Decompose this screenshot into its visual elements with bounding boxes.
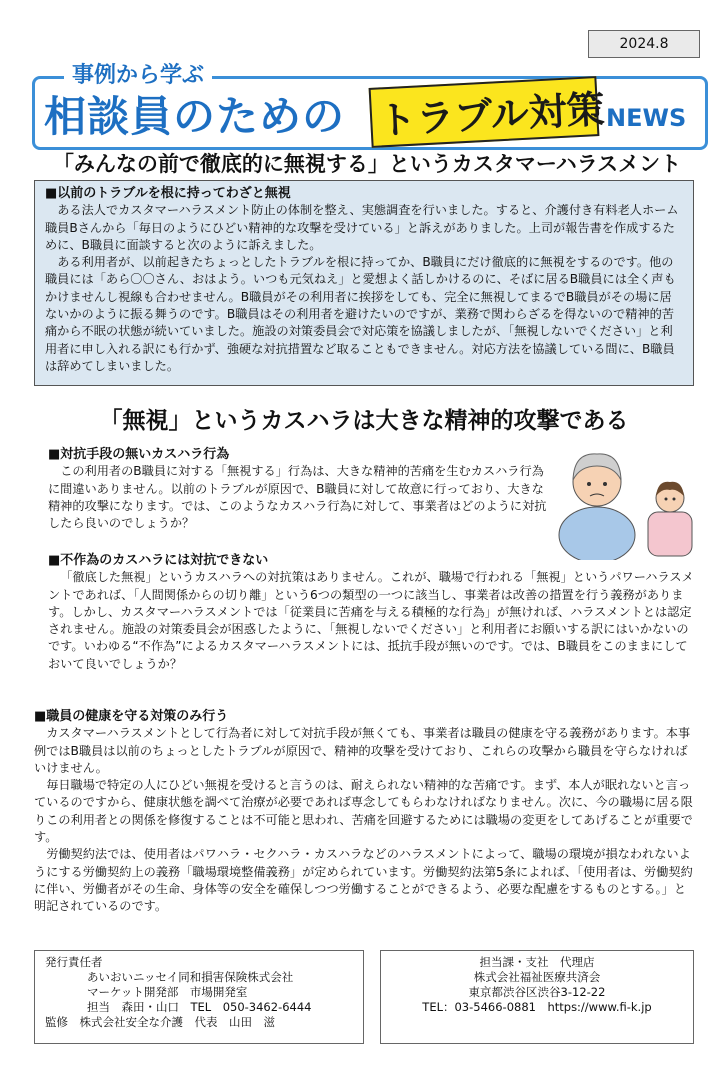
agency-contact: TEL：03-5466-0881 https://www.fi-k.jp xyxy=(422,1000,652,1014)
elderly-woman-icon xyxy=(559,454,635,560)
masthead-kicker: 事例から学ぶ xyxy=(64,58,212,89)
section-heading: ■職員の健康を守る対策のみ行う xyxy=(34,709,229,724)
publisher-company: あいおいニッセイ同和損害保険株式会社 xyxy=(87,970,294,984)
section-title: 「無視」というカスハラは大きな精神的攻撃である xyxy=(99,408,629,434)
case-paragraph-2: ある利用者が、以前起きたちょっとしたトラブルを根に持ってか、B職員にだけ徹底的に無視をするのです。他の職員には「あら〇〇さん、おはよう。いつも元気ねえ」と愛想よく話しかけるのに、そばに居るB職員には全く声もかけませんし視線も合わせません。B職員がその利用者に挨拶をしても、完全に無視してまるでB職員がその場に居ないかのように振る舞うのです。B職員はその利用者を避けたいのですが、業務で関わらざるを得ないので精神的苦痛から不眠の状態が続いていました。施設の対策委員会で対応策を協議しましたが、「無視しないでください」と利用者に申し入れる訳にも行かず、強硬な対抗措置など取ることもできません。対応方法を協議している間に、B職員は辞めてしまいました。 xyxy=(45,255,676,373)
section-paragraph-3: 労働契約法では、使用者はパワハラ・セクハラ・カスハラなどのハラスメントによって、職場の環境が損なわれないようにする労働契約上の義務「職場環境整備義務」が定められています。労働契約法第5条によれば、「使用者は、労働契約に伴い、労働者がその生命、身体等の安全を確保しつつ労働することができるよう、必要な配慮をするものとする。」と明記されているのです。 xyxy=(34,847,693,914)
section-body: この利用者のB職員に対する「無視する」行為は、大きな精神的苦痛を生むカスハラ行為に間違いありません。以前のトラブルが原因で、B職員に対して故意に行っており、大きな精神的攻撃になります。では、このようなカスハラ行為に対して、事業者はどのように対抗したら良いのでしょうか？ xyxy=(48,464,547,531)
case-study-box xyxy=(34,180,694,386)
elderly-and-caregiver-illustration xyxy=(552,440,702,560)
supervisor-line: 監修 株式会社安全な介護 代表 山田 滋 xyxy=(45,1015,275,1029)
agency-address: 東京都渋谷区渋谷3-12-22 xyxy=(468,985,606,999)
section-body: 「徹底した無視」というカスハラへの対抗策はありません。これが、職場で行われる「無視」というパワーハラスメントであれば、「人間関係からの切り離」という6つの類型の一つに該当し、事業者は改善の措置を行う義務があります。しかし、カスタマーハラスメントでは「従業員に苦痛を与える積極的な行為」が無ければ、ハラスメントとは認定されません。施設の対策委員会が困惑したように、「無視しないでください」と利用者にお願いする訳にはいかないのです。いわゆる“不作為”によるカスタマーハラスメントには、抵抗手段が無いのです。では、B職員をこのままにしておいて良いでしょうか？ xyxy=(48,570,694,671)
page-headline: 「みんなの前で徹底的に無視する」というカスタマーハラスメント xyxy=(52,152,682,176)
section-heading: ■対抗手段の無いカスハラ行為 xyxy=(48,447,230,462)
section-no-countermeasure xyxy=(48,446,548,532)
publisher-department: マーケット開発部 市場開発室 xyxy=(87,985,248,999)
publisher-contact: 担当 森田・山口 TEL 050-3462-6444 xyxy=(87,1000,312,1014)
agency-info xyxy=(380,950,694,1044)
publisher-info xyxy=(34,950,364,1044)
section-omission-harassment xyxy=(48,552,698,673)
case-paragraph-1: ある法人でカスタマーハラスメント防止の体制を整え、実態調査を行いました。すると、介護付き有料老人ホーム職員Bさんから「毎日のようにひどい精神的な攻撃を受けている」と訴えがありました。上司が報告書を作成するために、B職員に面談すると次のように訴えました。 xyxy=(45,203,679,252)
masthead-highlight: トラブル対策 xyxy=(377,87,606,143)
section-paragraph-1: カスタマーハラスメントとして行為者に対して対抗手段が無くても、事業者は職員の健康を守る義務があります。本事例ではB職員は以前のちょっとしたトラブルが原因で、精神的攻撃を受けており、これらの攻撃から職員を守らなければいけません。 xyxy=(34,726,691,775)
masthead-title: 相談員のための xyxy=(44,92,346,141)
section-paragraph-2: 毎日職場で特定の人にひどい無視を受けると言うのは、耐えられない精神的な苦痛です。まず、本人が眠れないと言っているのですから、健康状態を調べて治療が必要であれば専念してもらわなければなりません。次に、今の職場に居る限りこの利用者との関係を修復することは不可能と思われ、苦痛を回避するためには職場の変更をしてあげることが重要です。 xyxy=(34,778,693,845)
agency-name: 株式会社福祉医療共済会 xyxy=(473,970,601,984)
news-label: NEWS xyxy=(606,104,687,132)
publisher-label: 発行責任者 xyxy=(45,955,103,969)
caregiver-icon xyxy=(648,482,692,556)
case-heading: ■以前のトラブルを根に持ってわざと無視 xyxy=(45,186,291,201)
section-heading: ■不作為のカスハラには対抗できない xyxy=(48,553,269,568)
issue-date: 2024.8 xyxy=(588,30,700,58)
section-protect-health xyxy=(34,708,698,916)
agency-label: 担当課・支社 代理店 xyxy=(479,955,595,969)
